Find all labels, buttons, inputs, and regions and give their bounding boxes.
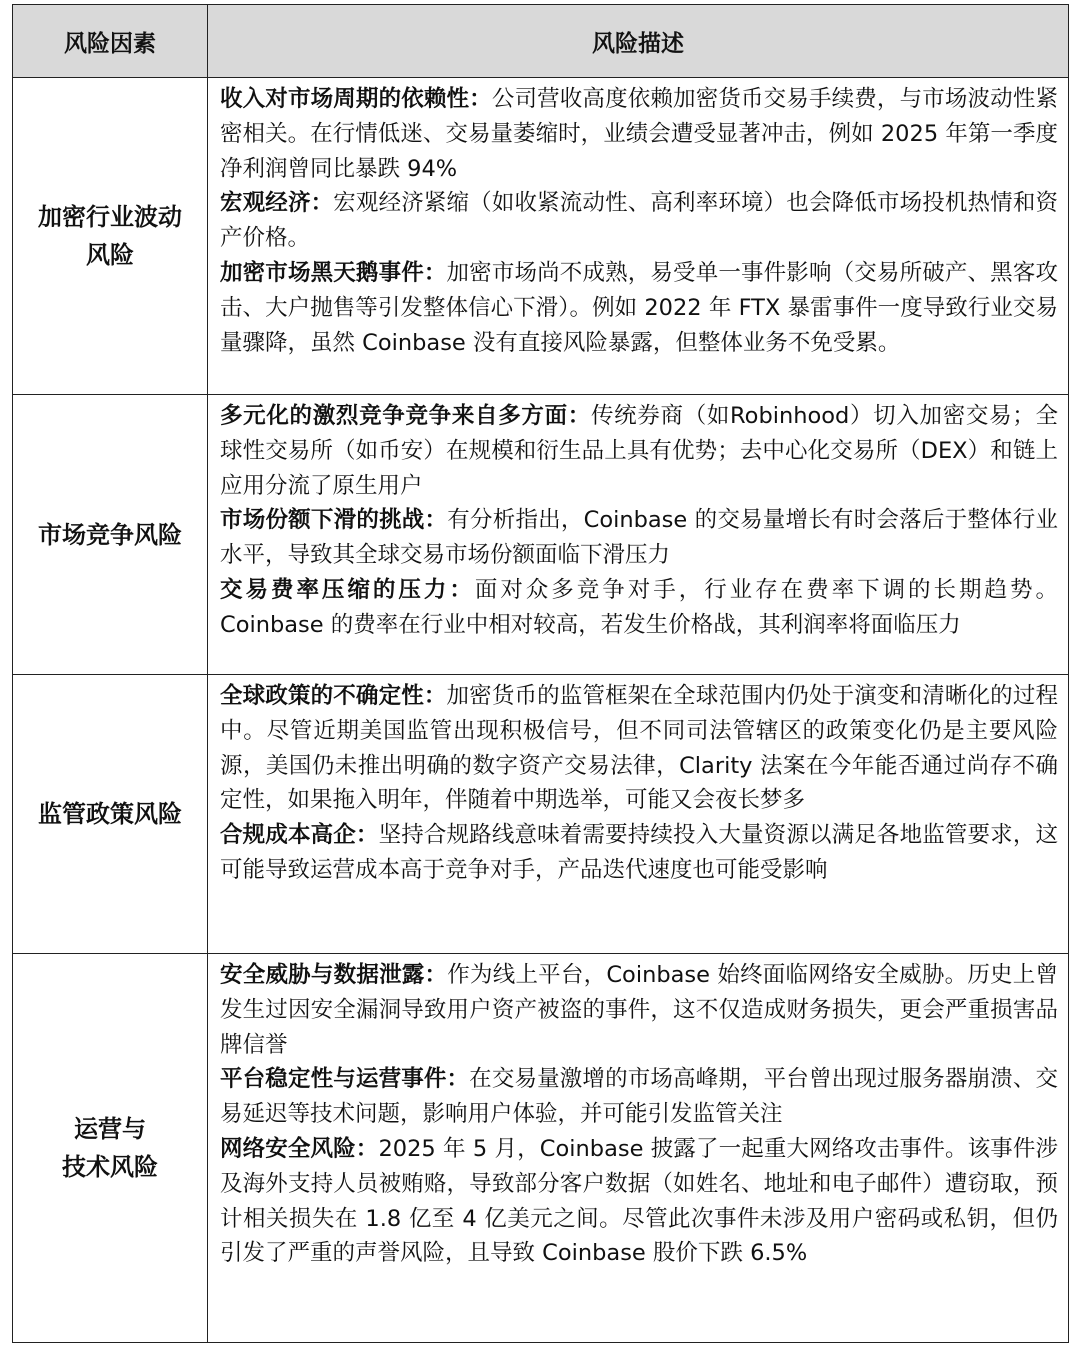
paragraph-heading: 收入对市场周期的依赖性： — [220, 86, 492, 112]
description-paragraph — [220, 818, 1058, 888]
paragraph-heading: 全球政策的不确定性： — [220, 683, 447, 709]
paragraph-text: 公司营收高度依赖加密货币交易手续费，与市场波动性紧密相关。在行情低迷、交易量萎缩时，业绩会遭受显著冲击，例如 2025 年第一季度净利润曾同比暴跌 94% — [220, 86, 1058, 182]
table-row — [13, 78, 1069, 395]
paragraph-heading: 网络安全风险： — [220, 1135, 379, 1162]
paragraph-text: 2025 年 5 月，Coinbase 披露了一起重大网络攻击事件。该事件涉及海外支持人员被贿赂，导致部分客户数据（如姓名、地址和电子邮件）遭窃取，预计相关损失在 1.8 亿至 4 亿美元之间。尽管此次事件未涉及用户密码或私钥，但仍引发了严重的声誉风险，且导致 Coinbase 股价下跌 6.5% — [220, 1135, 1058, 1267]
paragraph-heading: 市场份额下滑的挑战： — [220, 507, 448, 534]
header-row — [13, 5, 1069, 78]
paragraph-text: 作为线上平台，Coinbase 始终面临网络安全威胁。历史上曾发生过因安全漏洞导致用户资产被盗的事件，这不仅造成财务损失，更会严重损害品牌信誉 — [220, 962, 1058, 1058]
header-risk-description: 风险描述 — [208, 5, 1069, 78]
risk-description-cell — [208, 954, 1069, 1343]
paragraph-heading: 交易费率压缩的压力： — [220, 576, 475, 603]
table-row — [13, 954, 1069, 1343]
description-paragraph — [220, 186, 1058, 256]
description-paragraph — [220, 1062, 1058, 1132]
paragraph-text: 宏观经济紧缩（如收紧流动性、高利率环境）也会降低市场投机热情和资产价格。 — [220, 190, 1058, 252]
description-paragraph — [220, 958, 1058, 1062]
description-paragraph — [220, 679, 1058, 818]
paragraph-text: 有分析指出，Coinbase 的交易量增长有时会落后于整体行业水平，导致其全球交易市场份额面临下滑压力 — [220, 507, 1058, 569]
table-row — [13, 675, 1069, 954]
risk-description-cell — [208, 395, 1069, 675]
paragraph-heading: 宏观经济： — [220, 190, 334, 217]
risk-factor-cell: 监管政策风险 — [13, 675, 208, 954]
risk-description-cell — [208, 78, 1069, 395]
paragraph-heading: 加密市场黑天鹅事件： — [220, 259, 447, 286]
paragraph-text: 坚持合规路线意味着需要持续投入大量资源以满足各地监管要求，这可能导致运营成本高于竞争对手，产品迭代速度也可能受影响 — [220, 822, 1058, 883]
description-paragraph — [220, 82, 1058, 186]
description-paragraph — [220, 1132, 1058, 1271]
risk-table — [12, 4, 1069, 1343]
paragraph-heading: 多元化的激烈竞争竞争来自多方面： — [220, 403, 591, 429]
table-row — [13, 395, 1069, 675]
paragraph-text: 加密货币的监管框架在全球范围内仍处于演变和清晰化的过程中。尽管近期美国监管出现积极信号，但不同司法管辖区的政策变化仍是主要风险源，美国仍未推出明确的数字资产交易法律，Clarity 法案在今年能否通过尚存不确定性，如果拖入明年，伴随着中期选举，可能又会夜长梦多 — [220, 683, 1058, 814]
description-paragraph — [220, 399, 1058, 503]
header-risk-factor: 风险因素 — [13, 5, 208, 78]
paragraph-heading: 平台稳定性与运营事件： — [220, 1066, 470, 1093]
paragraph-text: 传统券商（如Robinhood）切入加密交易；全球性交易所（如币安）在规模和衍生品上具有优势；去中心化交易所（DEX）和链上应用分流了原生用户 — [220, 403, 1058, 499]
risk-factor-cell: 加密行业波动 风险 — [13, 78, 208, 395]
paragraph-text: 在交易量激增的市场高峰期，平台曾出现过服务器崩溃、交易延迟等技术问题，影响用户体验，并可能引发监管关注 — [220, 1066, 1058, 1128]
paragraph-heading: 合规成本高企： — [220, 822, 379, 849]
risk-description-cell — [208, 675, 1069, 954]
paragraph-heading: 安全威胁与数据泄露： — [220, 962, 448, 988]
description-paragraph — [220, 573, 1058, 643]
description-paragraph — [220, 503, 1058, 573]
description-paragraph — [220, 256, 1058, 360]
risk-factor-cell: 市场竞争风险 — [13, 395, 208, 675]
paragraph-text: 面对众多竞争对手，行业存在费率下调的长期趋势。Coinbase 的费率在行业中相对较高，若发生价格战，其利润率将面临压力 — [220, 576, 1058, 638]
paragraph-text: 加密市场尚不成熟，易受单一事件影响（交易所破产、黑客攻击、大户抛售等引发整体信心下滑）。例如 2022 年 FTX 暴雷事件一度导致行业交易量骤降，虽然 Coinbase 没有直接风险暴露，但整体业务不免受累。 — [220, 259, 1058, 356]
risk-factor-cell: 运营与 技术风险 — [13, 954, 208, 1343]
